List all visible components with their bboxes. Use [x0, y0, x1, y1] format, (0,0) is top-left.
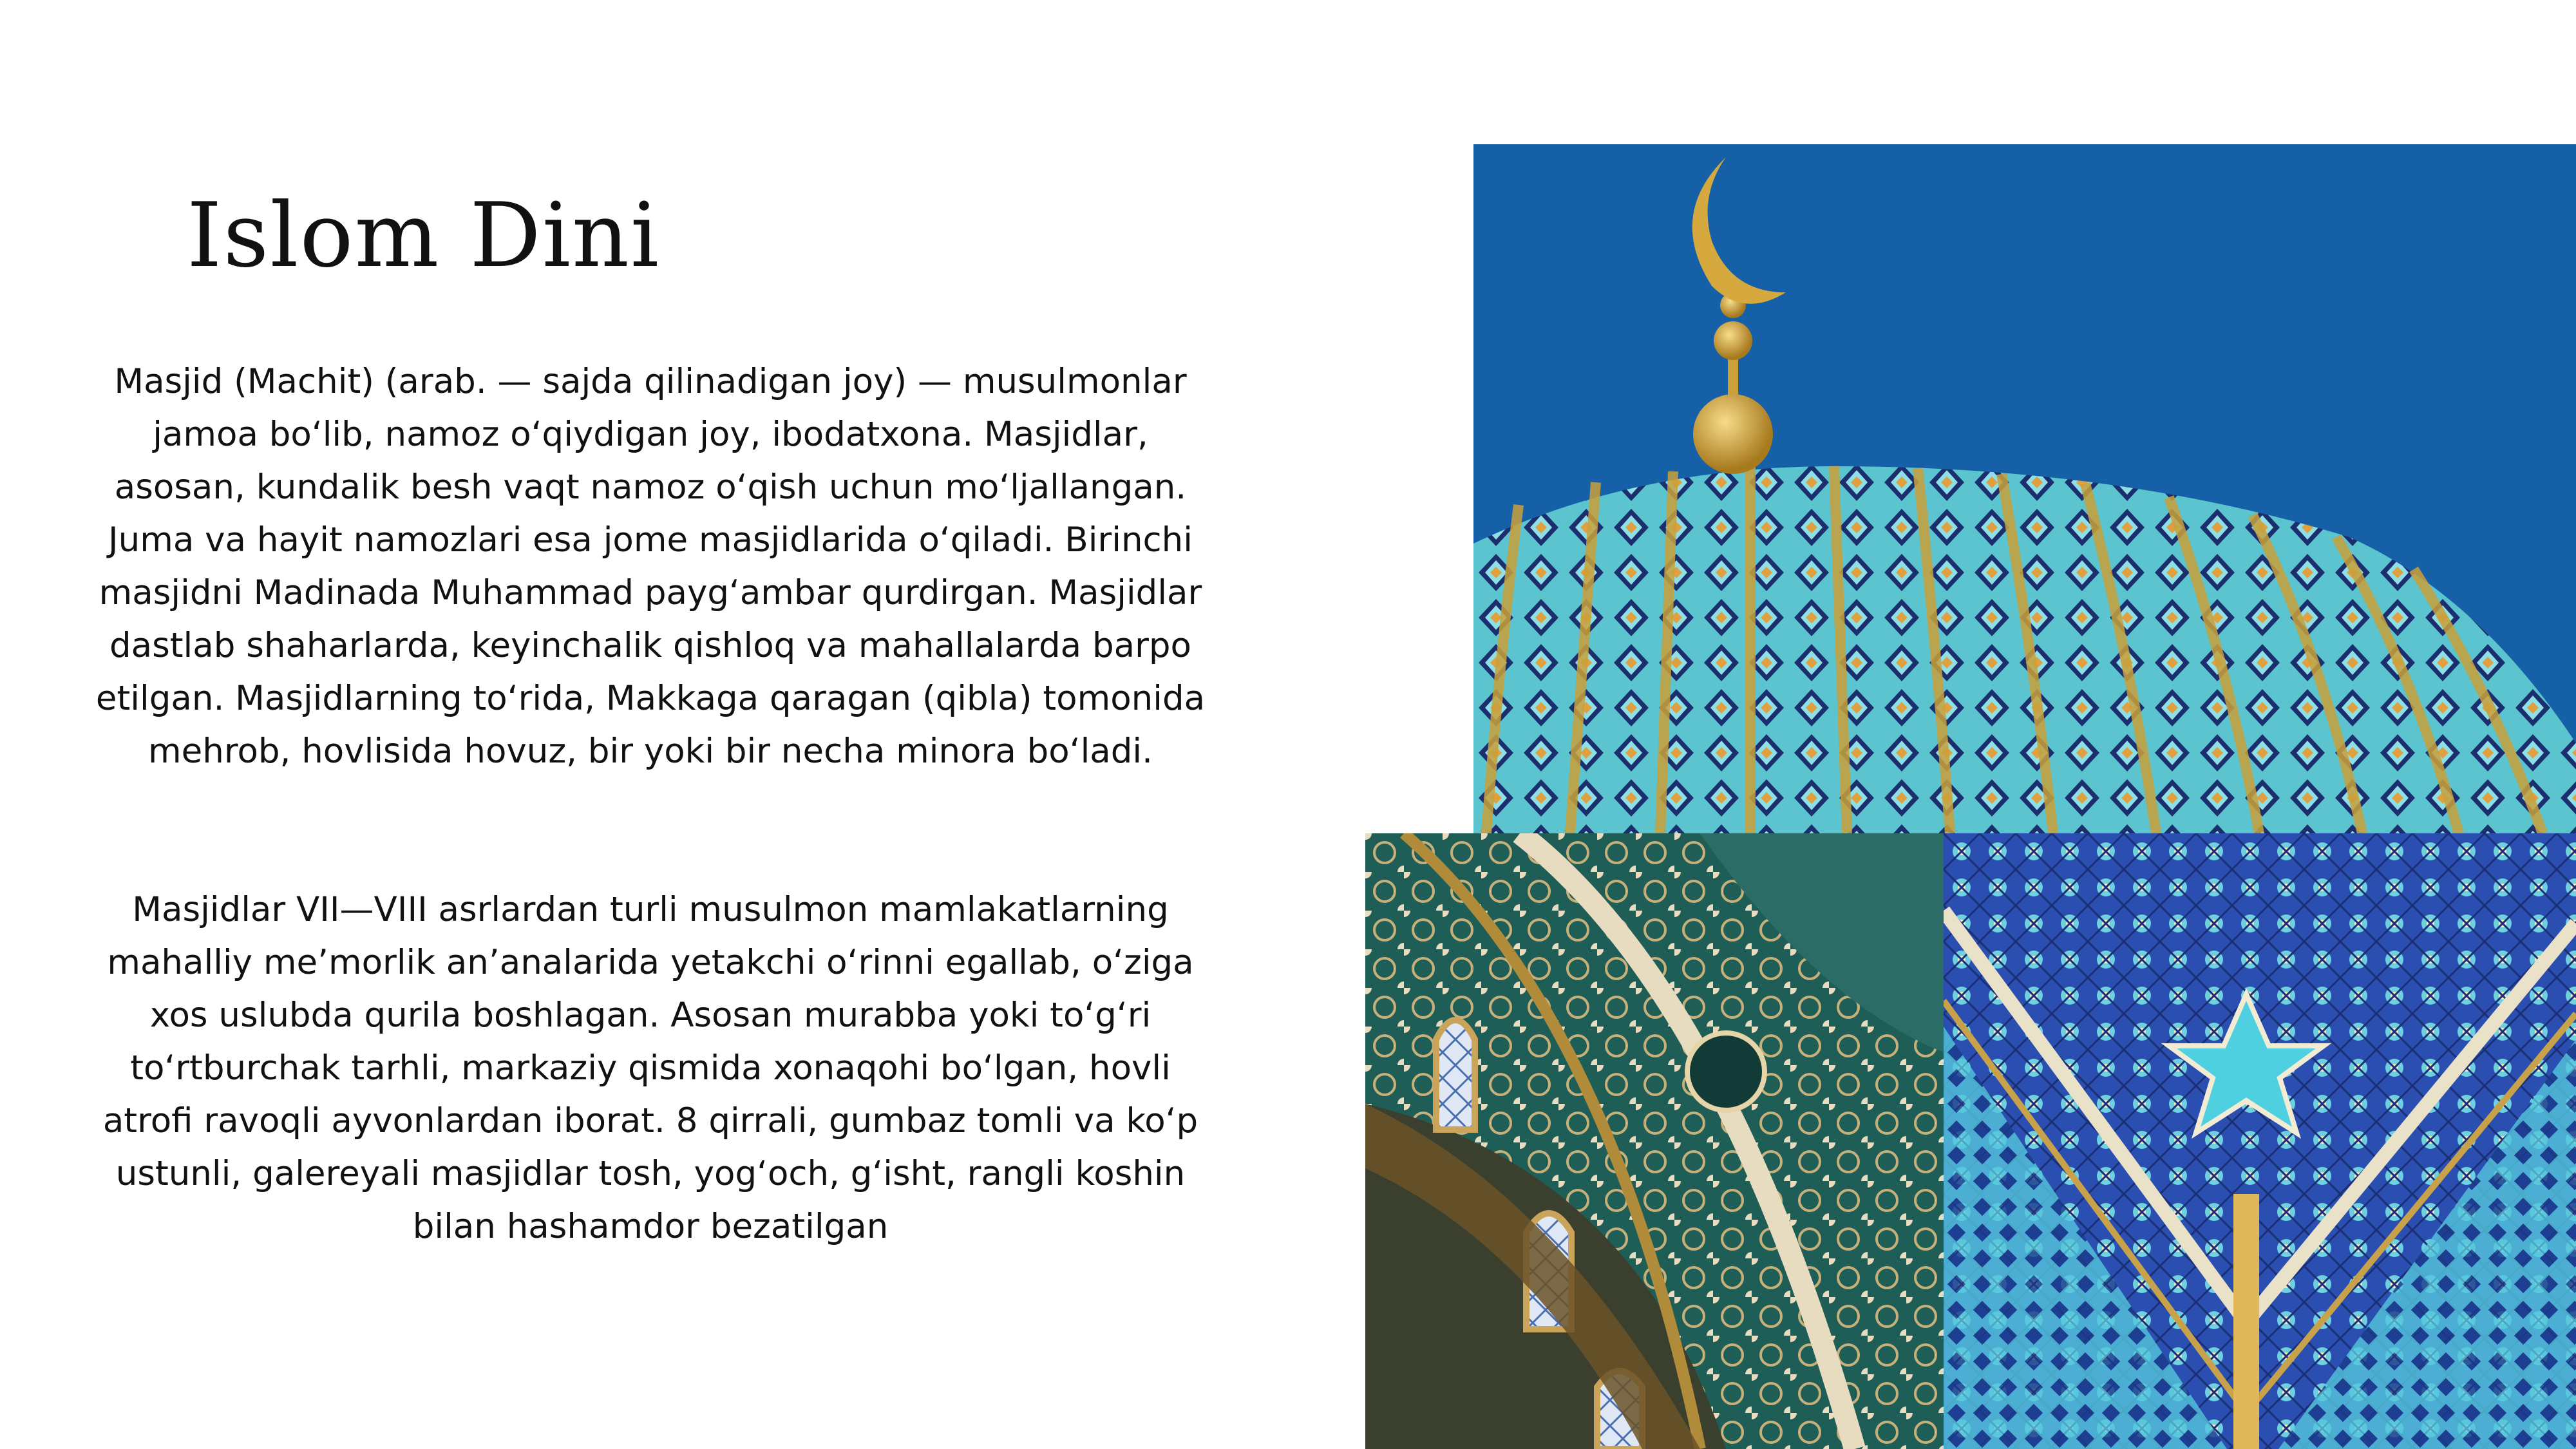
slide-title: Islom Dini [187, 184, 661, 287]
mosque-dome-photo [1473, 144, 2576, 833]
muqarnas-tilework-photo [1944, 833, 2576, 1449]
painted-ceiling-photo [1365, 833, 1944, 1449]
paragraph-2: Masjidlar VII—VIII asrlardan turli musulmon mamlakatlarning mahalliy meʼmorlik anʼanalarida yetakchi oʻrinni egallab, oʻziga xos uslubda qurila boshlagan. Asosan murabba yoki toʻgʻri toʻrtburchak tarhli, markaziy qismida xonaqohi boʻlgan, hovli atrofi ravoqli ayvonlardan iborat. 8 qirrali, gumbaz tomli va koʻp ustunli, galereyali masjidlar tosh, yogʻoch, gʻisht, rangli koshin bilan hashamdor bezatilgan [102, 890, 1198, 1246]
paragraph-1: Masjid (Machit) (arab. — sajda qilinadigan joy) — musulmonlar jamoa boʻlib, namoz oʻqiydigan joy, ibodatxona. Masjidlar, asosan, kundalik besh vaqt namoz oʻqish uchun moʻljallangan. Juma va hayit namozlari esa jome masjidlarida oʻqiladi. Birinchi masjidni Madinada Muhammad paygʻambar qurdirgan. Masjidlar dastlab shaharlarda, keyinchalik qishloq va mahallalarda barpo etilgan. Masjidlarning toʻrida, Makkaga qaragan (qibla) tomonida mehrob, hovlisida hovuz, bir yoki bir necha minora boʻladi. [95, 362, 1206, 771]
